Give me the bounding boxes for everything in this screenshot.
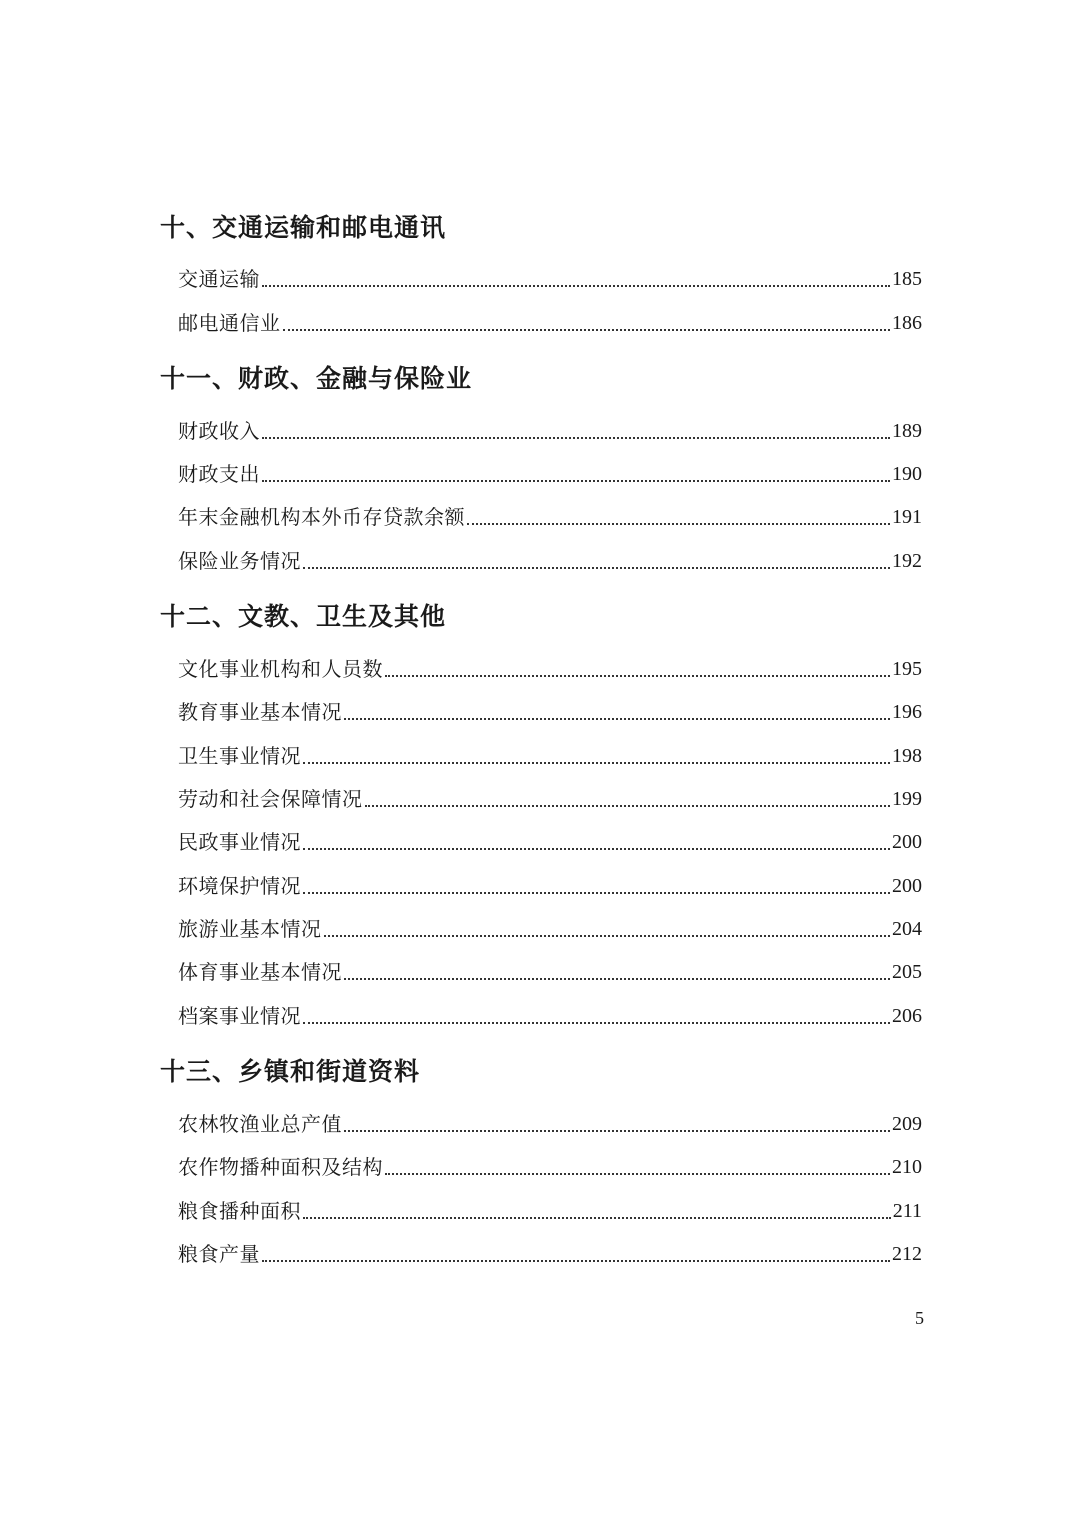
dot-leader [344,978,890,980]
toc-entry-page: 185 [892,268,922,290]
toc-entry-page: 206 [892,1005,922,1027]
dot-leader [303,762,890,764]
toc-entry[interactable] [178,655,922,683]
toc-entry[interactable] [178,503,922,531]
toc-entry-label: 财政收入 [178,419,260,443]
toc-entry[interactable] [178,1240,922,1268]
dot-leader [365,805,891,807]
toc-entry-page: 209 [892,1113,922,1135]
toc-entry-label: 民政事业情况 [178,830,301,854]
toc-entry-label: 保险业务情况 [178,549,301,573]
toc-entry-label: 文化事业机构和人员数 [178,657,383,681]
toc-entry[interactable] [178,1110,922,1138]
toc-entry-label: 教育事业基本情况 [178,700,342,724]
toc-entry[interactable] [178,265,922,293]
dot-leader [262,437,890,439]
toc-entry-page: 196 [892,701,922,723]
toc-entry[interactable] [178,1002,922,1030]
toc-entry[interactable] [178,417,922,445]
dot-leader [324,935,891,937]
toc-entry-page: 195 [892,658,922,680]
toc-entry-page: 205 [892,961,922,983]
dot-leader [303,1217,891,1219]
toc-entry-label: 年末金融机构本外币存贷款余额 [178,505,465,529]
toc-entry-page: 190 [892,463,922,485]
toc-entry-page: 212 [892,1243,922,1265]
toc-entry[interactable] [178,460,922,488]
dot-leader [467,523,890,525]
toc-entry-label: 环境保护情况 [178,874,301,898]
toc-entry[interactable] [178,1197,922,1225]
toc-entry[interactable] [178,547,922,575]
toc-entry-page: 211 [892,1200,922,1222]
toc-entry-label: 农作物播种面积及结构 [178,1155,383,1179]
toc-entry-label: 农林牧渔业总产值 [178,1112,342,1136]
toc-entry-page: 192 [892,550,922,572]
toc-entry[interactable] [178,742,922,770]
toc-entry-page: 191 [892,506,922,528]
toc-entry-page: 198 [892,745,922,767]
toc-entry[interactable] [178,785,922,813]
toc-entry[interactable] [178,915,922,943]
dot-leader [262,1260,890,1262]
toc-entry[interactable] [178,1153,922,1181]
toc-entry[interactable] [178,828,922,856]
page-number: 5 [915,1308,924,1328]
toc-entry[interactable] [178,309,922,337]
toc-entry[interactable] [178,872,922,900]
toc-entry-page: 189 [892,420,922,442]
section-heading: 十一、财政、金融与保险业 [160,364,473,393]
toc-entry-page: 199 [892,788,922,810]
toc-entry-label: 交通运输 [178,267,260,291]
toc-entry-page: 204 [892,918,922,940]
toc-entry-page: 186 [892,312,922,334]
dot-leader [283,329,891,331]
toc-entry-label: 财政支出 [178,462,260,486]
toc-entry-page: 200 [892,831,922,853]
dot-leader [262,480,890,482]
toc-entry-label: 旅游业基本情况 [178,917,322,941]
toc-entry-label: 邮电通信业 [178,311,281,335]
toc-entry-label: 劳动和社会保障情况 [178,787,363,811]
toc-entry-page: 200 [892,875,922,897]
toc-entry-label: 卫生事业情况 [178,744,301,768]
dot-leader [303,567,890,569]
dot-leader [385,1173,890,1175]
section-heading: 十二、文教、卫生及其他 [160,602,447,631]
dot-leader [303,848,890,850]
toc-entry-label: 档案事业情况 [178,1004,301,1028]
toc-entry-label: 体育事业基本情况 [178,960,342,984]
toc-entry-label: 粮食播种面积 [178,1199,301,1223]
dot-leader [344,718,890,720]
toc-entry[interactable] [178,698,922,726]
dot-leader [344,1130,890,1132]
toc-entry[interactable] [178,958,922,986]
dot-leader [303,892,890,894]
dot-leader [262,285,890,287]
section-heading: 十、交通运输和邮电通讯 [160,213,447,242]
dot-leader [385,675,890,677]
toc-entry-label: 粮食产量 [178,1242,260,1266]
toc-entry-page: 210 [892,1156,922,1178]
dot-leader [303,1022,890,1024]
section-heading: 十三、乡镇和街道资料 [160,1057,421,1086]
